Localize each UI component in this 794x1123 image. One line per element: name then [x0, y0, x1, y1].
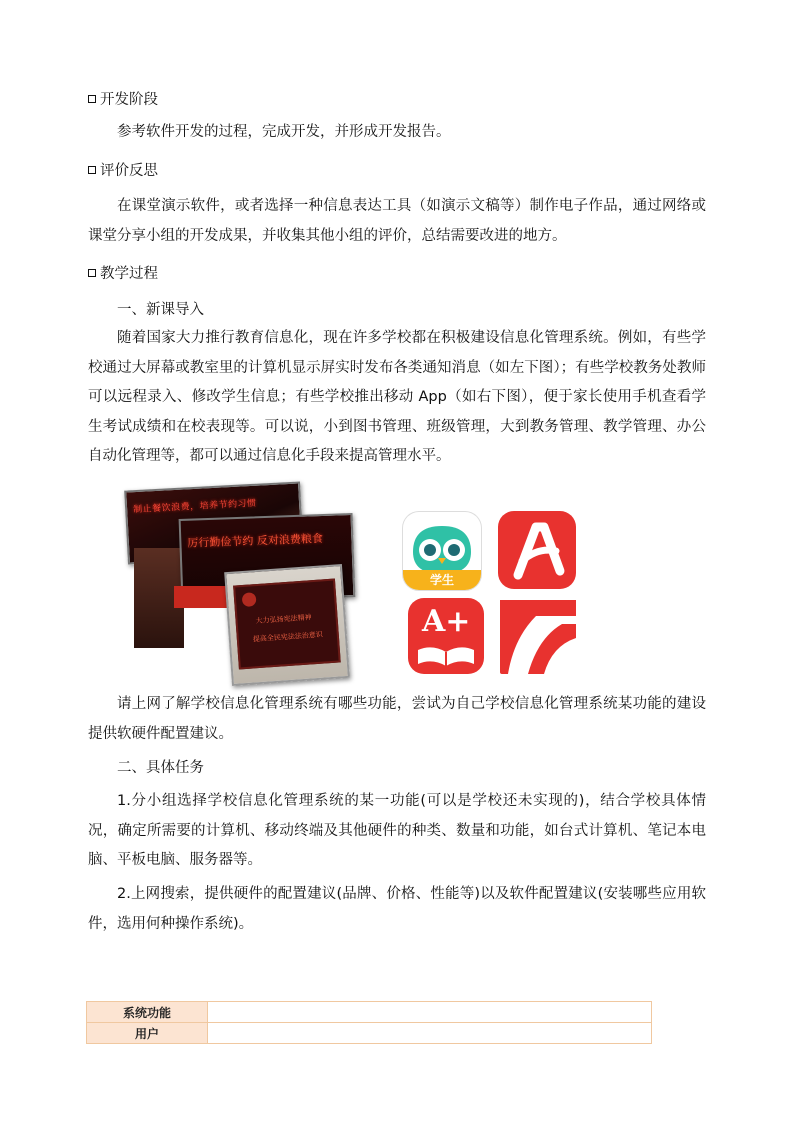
letter-a-icon	[498, 511, 576, 589]
led-sign-3-screen	[233, 579, 341, 670]
led-sign-2-text: 厉行勤俭节约 反对浪费粮食	[187, 532, 324, 550]
checkbox-bullet-icon	[88, 95, 96, 103]
ask-text: 请上网了解学校信息化管理系统有哪些功能，尝试为自己学校信息化管理系统某功能的建设提供软硬件配置建议。	[88, 696, 706, 742]
table-row	[87, 1023, 652, 1044]
intro-heading: 一、新课导入	[117, 302, 204, 318]
system-config-table	[86, 1001, 652, 1044]
led-sign-3	[224, 564, 350, 686]
owl-app-label: 学生	[403, 570, 481, 590]
red-a-app-icon	[498, 511, 576, 589]
task-1-text: 1.分小组选择学校信息化管理系统的某一功能(可以是学校还未实现的)，结合学校具体情况，确定所需要的计算机、移动终端及其他硬件的种类、数量和功能，如台式计算机、笔记本电脑、平板电脑、服务器等。	[88, 793, 706, 868]
led-sign-3-line1: 大力弘扬宪法精神	[255, 613, 312, 626]
intro-text: 随着国家大力推行教育信息化，现在许多学校都在积极建设信息化管理系统。例如，有些学校通过大屏幕或教室里的计算机显示屏实时发布各类通知消息（如左下图）；有些学校教务处教师可以远程录入、修改学生信息；有些学校推出移动 App（如右下图），便于家长使用手机查看学生考试成绩和在校表现等。可以说，小到图书管理、班级管理，大到教务管理、教学管理、办公自动化管理等，都可以通过信息化手段来提高管理水平。	[88, 330, 706, 464]
red-swoosh-app-icon	[500, 598, 576, 674]
dev-stage-text: 参考软件开发的过程，完成开发，并形成开发报告。	[117, 124, 451, 140]
task-heading: 二、具体任务	[117, 760, 204, 776]
heading-process: 教学过程	[88, 264, 158, 284]
table-row	[87, 1002, 652, 1023]
emblem-icon	[242, 592, 257, 607]
led-sign-1-text: 制止餐饮浪费，培养节约习惯	[132, 498, 257, 516]
table-value-cell[interactable]	[208, 1002, 652, 1023]
heading-dev-stage: 开发阶段	[88, 90, 158, 110]
aplus-app-icon	[408, 598, 484, 674]
aplus-app-label: A+	[422, 604, 471, 639]
task-2-text: 2.上网搜索，提供硬件的配置建议(品牌、价格、性能等)以及软件配置建议(安装哪些应用软件，选用何种操作系统)。	[88, 886, 706, 932]
swoosh-logo-icon	[500, 598, 576, 674]
open-book-icon	[408, 598, 484, 674]
checkbox-bullet-icon	[88, 269, 96, 277]
led-sign-3-line2: 提高全民宪法法治意识	[252, 630, 324, 644]
table-value-cell[interactable]	[208, 1023, 652, 1044]
checkbox-bullet-icon	[88, 166, 96, 174]
led-signs-photo	[112, 486, 352, 686]
owl-student-app-icon	[403, 512, 481, 590]
heading-review: 评价反思	[88, 161, 158, 181]
table-label-cell: 用户	[87, 1023, 208, 1044]
table-label-cell: 系统功能	[87, 1002, 208, 1023]
review-text: 在课堂演示软件，或者选择一种信息表达工具（如演示文稿等）制作电子作品，通过网络或课堂分享小组的开发成果，并收集其他小组的评价，总结需要改进的地方。	[88, 198, 706, 244]
